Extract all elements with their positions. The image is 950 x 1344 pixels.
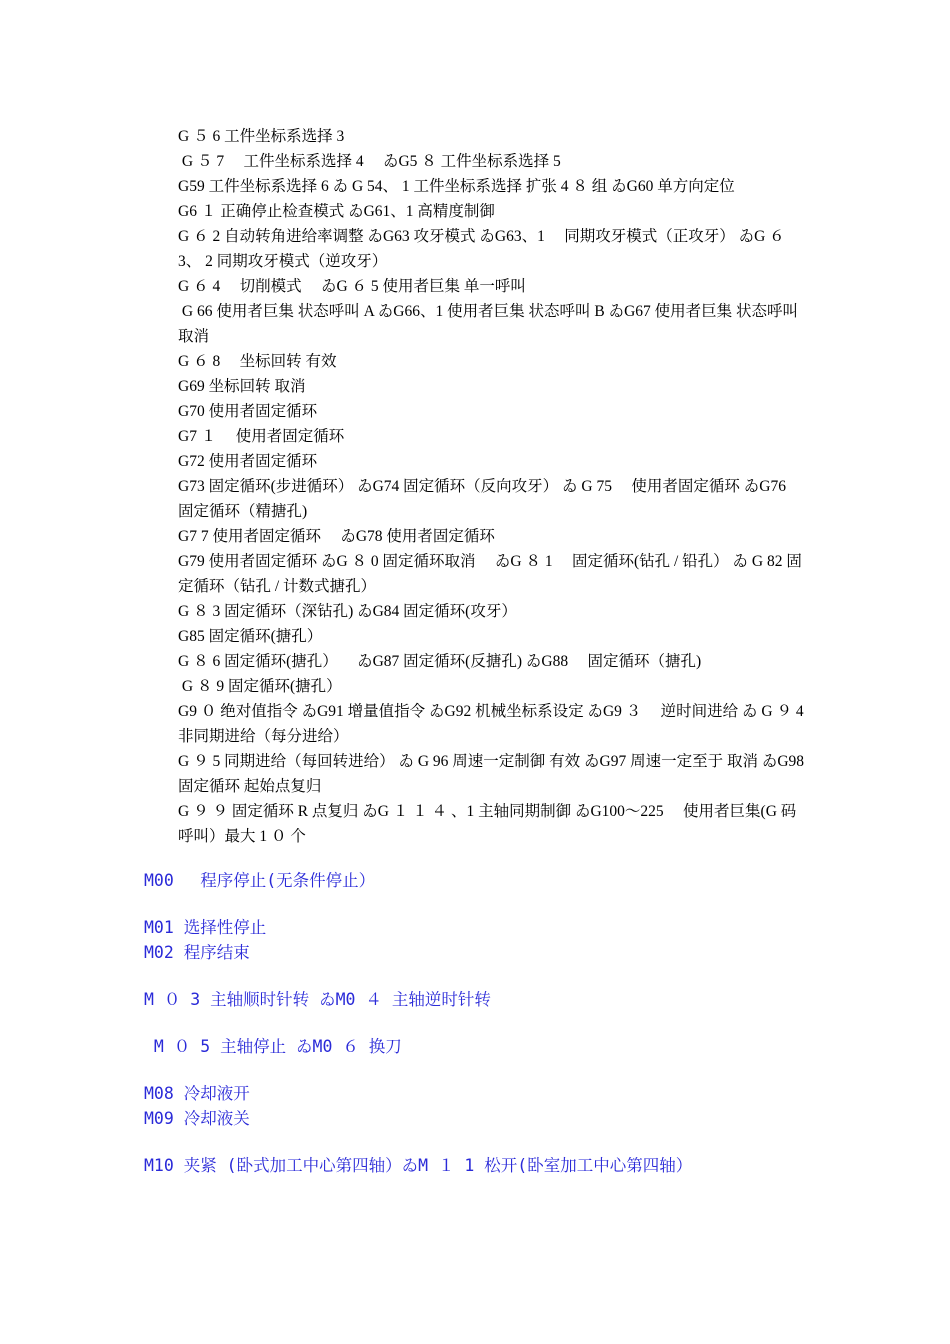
paragraph-gap (144, 965, 844, 987)
g-code-line: G ５ 6 工件坐标系选择 3 (178, 128, 345, 145)
m-code-m00: M00 程序停止(无条件停止） (144, 871, 376, 890)
g-code-line: G72 使用者固定循环 (178, 453, 318, 470)
m-code-m03-m04: M ０ 3 主轴顺时针转 ゐM0 ４ 主轴逆时针转 (144, 990, 491, 1009)
m-code-m10-m11: M10 夹紧 (卧式加工中心第四轴）ゐM １ 1 松开(卧室加工中心第四轴） (144, 1156, 693, 1175)
g-code-line: G ６ 4 切削模式 ゐG ６ 5 使用者巨集 单一呼叫 (178, 278, 526, 295)
m-code-m09: M09 冷却液关 (144, 1109, 250, 1128)
g-code-line: G7 １ 使用者固定循环 (178, 428, 345, 445)
g-code-line: G85 固定循环(搪孔） (178, 628, 323, 645)
g-code-line: G6 １ 正确停止检查模式 ゐG61、1 高精度制御 (178, 203, 495, 220)
m-code-m01: M01 选择性停止 (144, 918, 267, 937)
g-code-line: G 66 使用者巨集 状态呼叫 A ゐG66、1 使用者巨集 状态呼叫 B ゐG67 使用者巨集 状态呼叫 取消 (178, 303, 802, 345)
m-code-m05-m06: M ０ 5 主轴停止 ゐM0 ６ 换刀 (144, 1037, 402, 1056)
g-code-line: G79 使用者固定循环 ゐG ８ 0 固定循环取消 ゐG ８ 1 固定循环(钻孔 / 铅孔） ゐ G 82 固定循环（钻孔 / 计数式搪孔） (178, 553, 802, 595)
g-code-line: G69 坐标回转 取消 (178, 378, 306, 395)
m-code-m02: M02 程序结束 (144, 943, 250, 962)
g-code-line: G ５ 7 工件坐标系选择 4 ゐG5 ８ 工件坐标系选择 5 (178, 153, 561, 170)
g-code-line: G ９ ９ 固定循环 R 点复归 ゐG １ １ ４ 、1 主轴同期制御 ゐG100～225 使用者巨集(G 码呼叫）最大 1 ０ 个 (178, 803, 797, 845)
paragraph-gap (144, 1012, 844, 1034)
g-code-line: G ６ 8 坐标回转 有效 (178, 353, 337, 370)
g-code-list (178, 124, 823, 849)
g-code-line: G73 固定循环(步进循环） ゐG74 固定循环（反向攻牙） ゐ G 75 使用者固定循环 ゐG76 固定循环（精搪孔) (178, 478, 806, 520)
paragraph-gap (144, 1059, 844, 1081)
paragraph-gap (144, 1131, 844, 1153)
g-code-line: G ８ 6 固定循环(搪孔） ゐG87 固定循环(反搪孔) ゐG88 固定循环（搪孔) (178, 653, 702, 670)
g-code-line: G ９ 5 同期进给（每回转进给） ゐ G 96 周速一定制御 有效 ゐG97 周速一定至于 取消 ゐG98 固定循环 起始点复归 (178, 753, 808, 795)
m-code-list (144, 868, 844, 1178)
g-code-line: G ８ 3 固定循环（深钻孔) ゐG84 固定循环(攻牙） (178, 603, 517, 620)
g-code-line: G9 ０ 绝对值指令 ゐG91 增量值指令 ゐG92 机械坐标系设定 ゐG9 ３ 逆时间进给 ゐ G ９ 4 非同期进给（每分进给） (178, 703, 823, 745)
g-code-line: G70 使用者固定循环 (178, 403, 318, 420)
g-code-line: G59 工件坐标系选择 6 ゐ G 54、 1 工件坐标系选择 扩张 4 ８ 组 ゐG60 单方向定位 (178, 178, 735, 195)
m-code-m08: M08 冷却液开 (144, 1084, 250, 1103)
g-code-line: G7 7 使用者固定循环 ゐG78 使用者固定循环 (178, 528, 495, 545)
g-code-line: G ６ 2 自动转角进给率调整 ゐG63 攻牙模式 ゐG63、1 同期攻牙模式（正攻牙） ゐG ６ 3、 2 同期攻牙模式（逆攻牙） (178, 228, 789, 270)
g-code-line: G ８ 9 固定循环(搪孔） (178, 678, 342, 695)
paragraph-gap (144, 893, 844, 915)
